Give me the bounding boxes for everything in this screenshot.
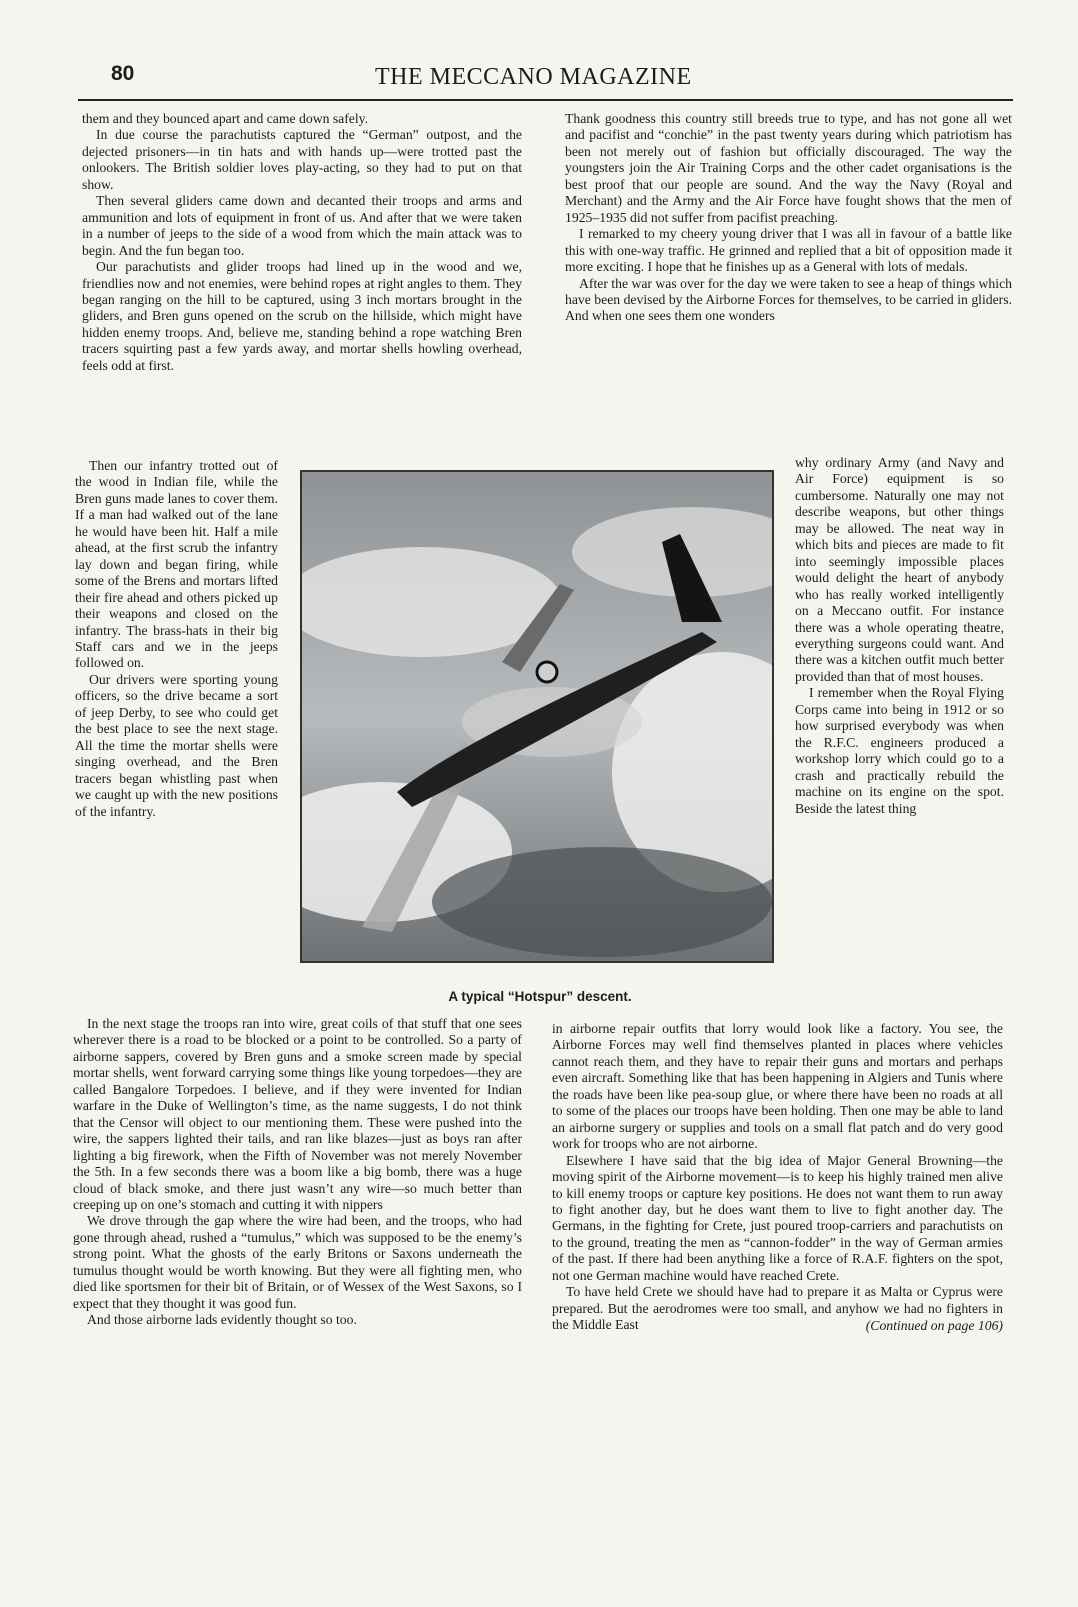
- photo-glider-descent: [300, 470, 774, 963]
- paragraph: Our parachutists and glider troops had lined up in the wood and we, friendlies now and not enemies, were behind ropes at right angles to them. They began ranging on the hill to be captured, using 3 inch mortars brought in the gliders, and Bren guns opened on the scrub on the hillside, which might have hidden enemy troops. And, believe me, standing behind a rope watching Bren tracers squirting past a few yards away, and mortar shells howling overhead, feels odd at first.: [82, 259, 522, 373]
- magazine-title: THE MECCANO MAGAZINE: [375, 64, 692, 90]
- header-rule: [78, 99, 1013, 101]
- paragraph: I remember when the Royal Flying Corps came into being in 1912 or so how surprised everybody was when the R.F.C. engineers produced a workshop lorry which could go to a crash and practically rebuild the machine on its engine on the spot. Beside the latest thing: [795, 685, 1004, 816]
- right-column-bottom: [552, 1021, 1003, 1334]
- page-number: 80: [111, 62, 135, 85]
- paragraph: We drove through the gap where the wire had been, and the troops, who had gone through ahead, rushed a “tumulus,” which was supposed to be the enemy’s strong point. What the ghosts of the early Britons or Saxons underneath the tumulus thought would be worth knowing. But they were all fighting men, who died like sportsmen for their bit of Britain, or of Wessex of the West Saxons, so I expect that they thought it was good fun.: [73, 1213, 522, 1311]
- continued-note: (Continued on page 106): [865, 1317, 1003, 1333]
- right-column-narrow: [795, 455, 1004, 817]
- left-column-top: [82, 111, 522, 374]
- paragraph: Our drivers were sporting young officers, so the drive became a sort of jeep Derby, to see who could get the best place to see the next stage. All the time the mortar shells were singing overhead, and the Bren tracers began whistling past when we caught up with the new positions of the infantry.: [75, 671, 278, 819]
- photo-caption: A typical “Hotspur” descent.: [448, 989, 632, 1004]
- paragraph: Then several gliders came down and decanted their troops and arms and ammunition and lots of equipment in front of us. And after that we were taken in a number of jeeps to the side of a wood from which the main attack was to begin. And the fun began too.: [82, 193, 522, 258]
- paragraph: Then our infantry trotted out of the wood in Indian file, while the Bren guns made lanes to cover them. If a man had walked out of the lane he would have been hit. Half a mile ahead, at the first scrub the infantry lay down and began firing, while some of the Brens and mortars lifted their fire ahead and others picked up their weapons and closed on the infantry. The brass-hats in their big Staff cars and we in the jeeps followed on.: [75, 458, 278, 671]
- left-column-narrow: [75, 458, 278, 820]
- paragraph: In due course the parachutists captured the “German” outpost, and the dejected prisoners—in tin hats and with hands up—were trotted past the onlookers. The British soldier loves play-acting, so they had to put on that show.: [82, 127, 522, 192]
- right-column-top: [565, 111, 1012, 325]
- roundel-icon: [537, 662, 557, 682]
- glider-photo: [302, 472, 772, 961]
- paragraph: Thank goodness this country still breeds true to type, and has not gone all wet and pacifist and “conchie” in the past twenty years during which patriotism has been not merely out of fashion but officially discouraged. The way the youngsters join the Air Training Corps and the other cadet organisations is the best proof that our people are sound. And the way the Navy (Royal and Merchant) and the Army and the Air Force have fought shows that the men of 1925–1935 did not suffer from pacifist preaching.: [565, 111, 1012, 225]
- paragraph: them and they bounced apart and came down safely.: [82, 111, 369, 126]
- paragraph: In the next stage the troops ran into wire, great coils of that stuff that one sees wherever there is a road to be blocked or a point to be controlled. So a party of airborne sappers, covered by Bren guns and a smoke screen made by special mortar shells, went forward carrying some things like young torpedoes—they are called Bangalore Torpedoes. I believe, and if they were invented for Indian warfare in the Duke of Wellington’s time, as the name suggests, I do not think that the Censor will object to our mentioning them. These were pushed into the wire, the sappers lighted their tails, and ran like blazes—just as boys ran after lighting a big firework, when the Fifth of November was not merely November the 5th. In a few seconds there was a boom like a big bomb, there was a huge cloud of black smoke, and there just wasn’t any wire—so much better than creeping up on one’s stomach and cutting it with nippers: [73, 1016, 522, 1212]
- paragraph: in airborne repair outfits that lorry would look like a factory. You see, the Airborne Forces may well find themselves planted in places where vehicles cannot reach them, and they have to repair their guns and mortars and perhaps even aircraft. Something like that has been happening in Algiers and Tunis where the roads have been like pea-soup glue, or where there have been no roads at all to some of the places our troops have been holding. Then one may be able to land an airborne surgery or supplies and tools on a small flat patch and do very good work for troops who are not airborne.: [552, 1021, 1003, 1152]
- paragraph: And those airborne lads evidently thought so too.: [87, 1312, 357, 1328]
- paragraph: why ordinary Army (and Navy and Air Force) equipment is so cumbersome. Naturally one may not describe weapons, but other things may be allowed. The neat way in which bits and pieces are made to fit into seemingly impossible places would delight the heart of anybody who has really worked intelligently on a Meccano outfit. For instance there was a whole operating theatre, everything surgeons could want. And there was a kitchen outfit much better provided than that of most houses.: [795, 455, 1004, 684]
- left-column-bottom: [73, 1016, 522, 1329]
- paragraph: After the war was over for the day we were taken to see a heap of things which have been devised by the Airborne Forces for themselves, to be carried in gliders. And when one sees them one wonders: [565, 275, 1012, 324]
- paragraph: To have held Crete we should have had to prepare it as Malta or Cyprus were prepared. But the aerodromes were too small, and anyhow we had no fighters in the Middle East: [552, 1284, 1003, 1333]
- paragraph: I remarked to my cheery young driver that I was all in favour of a battle like this with one-way traffic. He grinned and replied that a bit of opposition made it more exciting. I hope that he finishes up as a General with lots of medals.: [565, 226, 1012, 275]
- paragraph: Elsewhere I have said that the big idea of Major General Browning—the moving spirit of the Airborne movement—is to keep his highly trained men alive to kill enemy troops or capture key positions. He does not want them to run away to fight another day, but he does want them to live to fight another day. The Germans, in the fighting for Crete, just poured troop-carriers and parachutists on to the ground, treating the men as “cannon-fodder” in the way of German armies of the past. If there had been anything like a force of R.A.F. fighters on the spot, not one German machine would have reached Crete.: [552, 1152, 1003, 1283]
